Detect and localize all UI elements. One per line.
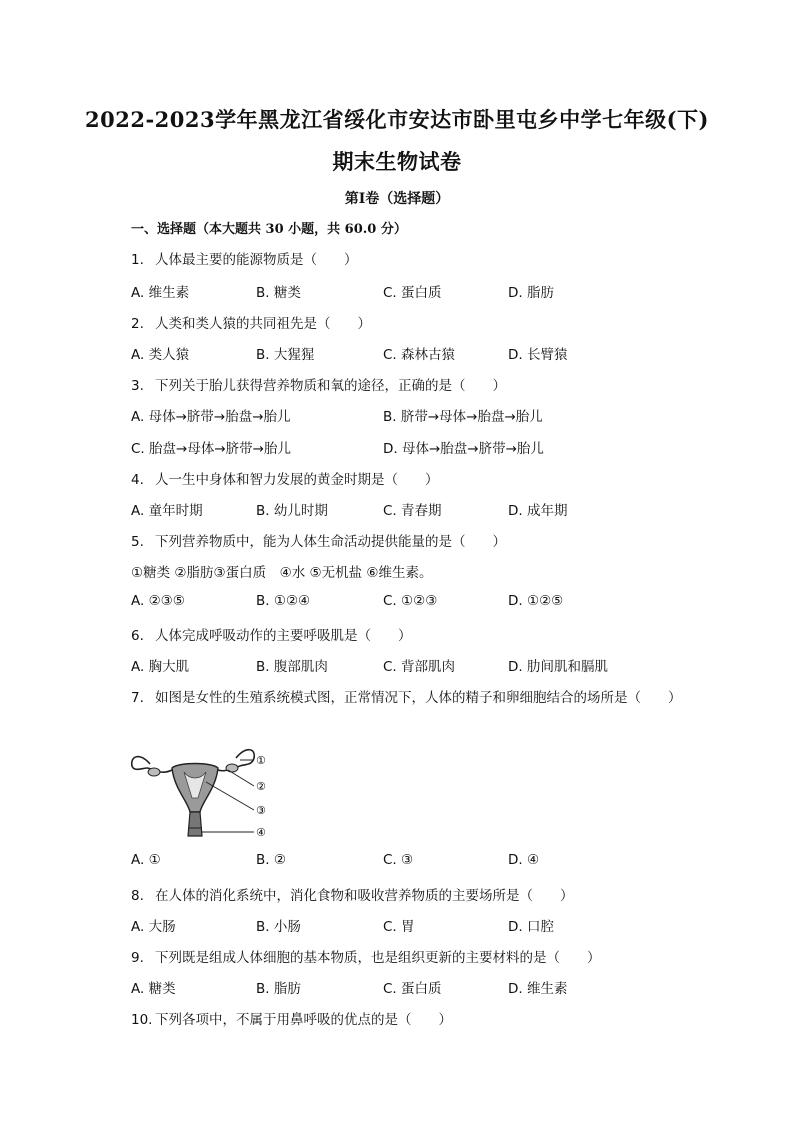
question-6: 6. 人体完成呼吸动作的主要呼吸肌是（ ） [131, 628, 412, 644]
q9-option-b: B. 脂肪 [256, 981, 301, 997]
q5-option-d: D. ①②⑤ [508, 593, 564, 609]
diagram-label-4: ④ [256, 826, 266, 839]
female-reproductive-system-diagram [128, 738, 278, 842]
q4-option-b: B. 幼儿时期 [256, 503, 328, 519]
exam-title-line1: 2022-2023学年黑龙江省绥化市安达市卧里屯乡中学七年级(下) [85, 107, 709, 132]
diagram-label-1: ① [256, 754, 266, 767]
q8-option-a: A. 大肠 [131, 919, 176, 935]
q4-option-a: A. 童年时期 [131, 503, 203, 519]
q1-option-a: A. 维生素 [131, 285, 190, 301]
q3-option-c: C. 胎盘→母体→脐带→胎儿 [131, 441, 291, 457]
q1-option-c: C. 蛋白质 [383, 285, 442, 301]
q7-option-a: A. ① [131, 852, 161, 868]
question-1: 1. 人体最主要的能源物质是（ ） [131, 252, 358, 268]
question-5: 5. 下列营养物质中，能为人体生命活动提供能量的是（ ） [131, 534, 506, 550]
question-9: 9. 下列既是组成人体细胞的基本物质，也是组织更新的主要材料的是（ ） [131, 950, 601, 966]
diagram-label-3: ③ [256, 804, 266, 817]
q4-option-d: D. 成年期 [508, 503, 568, 519]
q2-option-c: C. 森林古猿 [383, 347, 456, 363]
q9-option-c: C. 蛋白质 [383, 981, 442, 997]
question-3: 3. 下列关于胎儿获得营养物质和氧的途径，正确的是（ ） [131, 378, 506, 394]
q7-option-c: C. ③ [383, 852, 414, 868]
q8-option-d: D. 口腔 [508, 919, 554, 935]
q7-option-d: D. ④ [508, 852, 540, 868]
q1-option-b: B. 糖类 [256, 285, 301, 301]
q5-option-a: A. ②③⑤ [131, 593, 185, 609]
question-4: 4. 人一生中身体和智力发展的黄金时期是（ ） [131, 472, 439, 488]
q2-option-b: B. 大猩猩 [256, 347, 315, 363]
q6-option-b: B. 腹部肌肉 [256, 659, 328, 675]
q5-option-b: B. ①②④ [256, 593, 311, 609]
diagram-label-2: ② [256, 780, 266, 793]
q3-option-b: B. 脐带→母体→胎盘→胎儿 [383, 409, 543, 425]
section-heading: 一、选择题（本大题共 30 小题，共 60.0 分） [131, 222, 407, 237]
q5-option-c: C. ①②③ [383, 593, 438, 609]
question-2: 2. 人类和类人猿的共同祖先是（ ） [131, 316, 371, 332]
q8-option-c: C. 胃 [383, 919, 415, 935]
q7-option-b: B. ② [256, 852, 286, 868]
q9-option-a: A. 糖类 [131, 981, 176, 997]
q3-option-a: A. 母体→脐带→胎盘→胎儿 [131, 409, 291, 425]
question-8: 8. 在人体的消化系统中，消化食物和吸收营养物质的主要场所是（ ） [131, 888, 574, 904]
q6-option-a: A. 胸大肌 [131, 659, 190, 675]
q2-option-d: D. 长臂猿 [508, 347, 568, 363]
q6-option-c: C. 背部肌肉 [383, 659, 456, 675]
q8-option-b: B. 小肠 [256, 919, 301, 935]
part-title: 第I卷（选择题） [344, 191, 450, 207]
q1-option-d: D. 脂肪 [508, 285, 554, 301]
q5-items: ①糖类 ②脂肪③蛋白质 ④水 ⑤无机盐 ⑥维生素。 [131, 565, 433, 581]
exam-title-line2: 期末生物试卷 [332, 149, 462, 174]
q6-option-d: D. 肋间肌和膈肌 [508, 659, 608, 675]
q9-option-d: D. 维生素 [508, 981, 568, 997]
question-10: 10. 下列各项中，不属于用鼻呼吸的优点的是（ ） [131, 1012, 452, 1028]
question-7: 7. 如图是女性的生殖系统模式图，正常情况下，人体的精子和卵细胞结合的场所是（ ） [131, 690, 682, 706]
q3-option-d: D. 母体→胎盘→脐带→胎儿 [383, 441, 544, 457]
q4-option-c: C. 青春期 [383, 503, 442, 519]
q2-option-a: A. 类人猿 [131, 347, 190, 363]
